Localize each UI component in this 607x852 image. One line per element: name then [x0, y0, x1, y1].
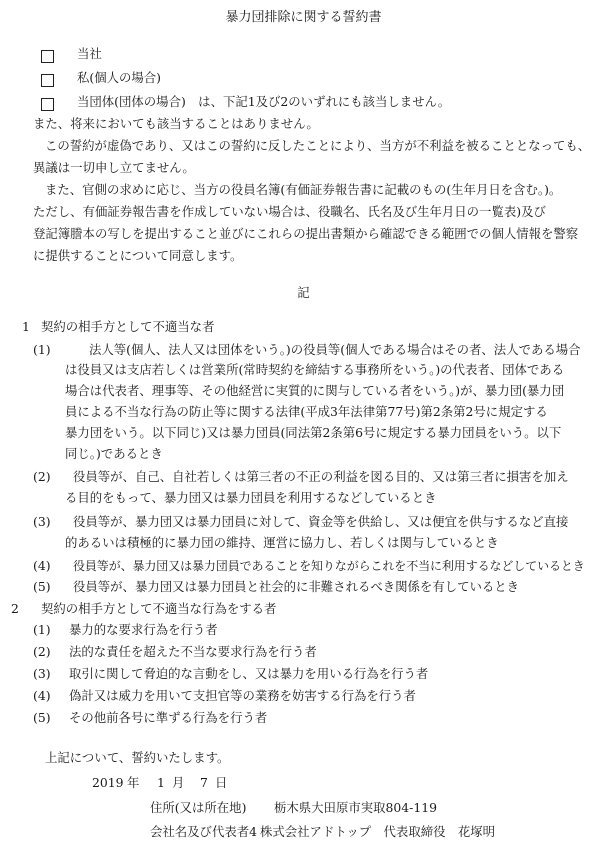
- date-month-label: 月: [172, 775, 185, 790]
- address-value: 栃木県大田原市実取804-119: [274, 800, 438, 815]
- statement-line: ただし、有価証券報告書を作成していない場合は、役職名、氏名及び生年月日の一覧表)及び: [33, 204, 546, 219]
- date-year: 2019: [92, 775, 124, 790]
- item-line: 役員等が、暴力団又は暴力団員と社会的に非難されるべき関係を有しているとき: [73, 579, 520, 594]
- section-number: 1: [22, 319, 30, 334]
- date-day: 7: [200, 775, 208, 790]
- address-label: 住所(又は所在地): [150, 800, 247, 815]
- item-line: 暴力的な要求行為を行う者: [69, 622, 218, 637]
- date-month: 1: [157, 775, 165, 790]
- item-line: は役員又は支店若しくは営業所(常時契約を締結する事務所をいう。)の代表者、団体である: [65, 362, 565, 377]
- item-line: 場合は代表者、理事等、その他経営に実質的に関与している者をいう。)が、暴力団(暴力団: [65, 383, 565, 398]
- ki-heading: 記: [297, 285, 310, 300]
- statement-line: また、官側の求めに応じ、当方の役員名簿(有価証券報告書に記載のもの(生年月日を含む。)。: [45, 182, 562, 197]
- checkbox-company[interactable]: [41, 49, 54, 64]
- item-number: (2): [33, 644, 51, 659]
- item-line: 暴力団をいう。以下同じ)又は暴力団員(同法第2条第6号に規定する暴力団員をいう。以下: [65, 425, 562, 440]
- item-line: 役員等が、自己、自社若しくは第三者の不正の利益を図る目的、又は第三者に損害を加え: [73, 469, 569, 484]
- item-number: (5): [33, 579, 51, 594]
- company-label: 会社名及び代表者4: [150, 824, 258, 839]
- section-heading: 契約の相手方として不適当な者: [41, 319, 215, 334]
- item-line: 役員等が、暴力団又は暴力団員であることを知りながらこれを不当に利用するなどしているとき: [73, 559, 585, 573]
- item-line: 取引に関して脅迫的な言動をし、又は暴力を用いる行為を行う者: [69, 666, 429, 681]
- item-number: (3): [33, 514, 51, 529]
- item-line: 役員等が、暴力団又は暴力団員に対して、資金等を供給し、又は便宜を供与するなど直接: [73, 514, 569, 529]
- item-number: (5): [33, 710, 51, 725]
- item-number: (2): [33, 469, 51, 484]
- section-heading: 契約の相手方として不適当な行為をする者: [41, 601, 277, 616]
- item-line: 同じ。)であるとき: [65, 446, 163, 461]
- statement-line: に提供することについて同意します。: [33, 248, 243, 263]
- item-line: 法的な責任を超えた不当な要求行為を行う者: [69, 644, 317, 659]
- item-number: (1): [33, 342, 51, 357]
- closing-statement: 上記について、誓約いたします。: [45, 750, 230, 765]
- item-number: (3): [33, 666, 51, 681]
- checkbox-label-individual: 私(個人の場合): [77, 70, 162, 85]
- item-number: (1): [33, 622, 51, 637]
- item-number: (4): [33, 688, 51, 703]
- statement-line: 異議は一切申し立てません。: [33, 160, 195, 175]
- statement-line: また、将来においても該当することはありません。: [33, 116, 319, 131]
- checkbox-label-company: 当社: [77, 46, 102, 61]
- item-line: 法人等(個人、法人又は団体をいう。)の役員等(個人である場合はその者、法人である場合: [89, 342, 581, 357]
- checkbox-organization[interactable]: [41, 97, 54, 112]
- item-number: (4): [33, 558, 51, 573]
- section-number: 2: [11, 601, 19, 616]
- item-line: 員による不当な行為の防止等に関する法律(平成3年法律第77号)第2条第2号に規定する: [65, 404, 548, 419]
- statement-line: 登記簿謄本の写しを提出すること並びにこれらの提出書類から確認できる範囲での個人情報を警察: [33, 226, 579, 241]
- item-line: 偽計又は威力を用いて支担官等の業務を妨害する行為を行う者: [69, 688, 416, 703]
- checkbox-label-organization: 当団体(団体の場合) は、下記1及び2のいずれにも該当しません。: [77, 94, 451, 109]
- date-year-label: 年: [127, 775, 140, 790]
- document-title: 暴力団排除に関する誓約書: [225, 10, 382, 25]
- item-line: その他前各号に準ずる行為を行う者: [69, 710, 268, 725]
- statement-line: この誓約が虚偽であり、又はこの誓約に反したことにより、当方が不利益を被ることとなっても、: [45, 138, 591, 153]
- date-day-label: 日: [215, 775, 228, 790]
- item-line: る目的をもって、暴力団又は暴力団員を利用するなどしているとき: [65, 490, 437, 505]
- company-value: 株式会社アドトップ 代表取締役 花塚明: [260, 824, 496, 839]
- checkbox-individual[interactable]: [41, 73, 54, 88]
- item-line: 的あるいは積極的に暴力団の維持、運営に協力し、若しくは関与しているとき: [65, 535, 499, 550]
